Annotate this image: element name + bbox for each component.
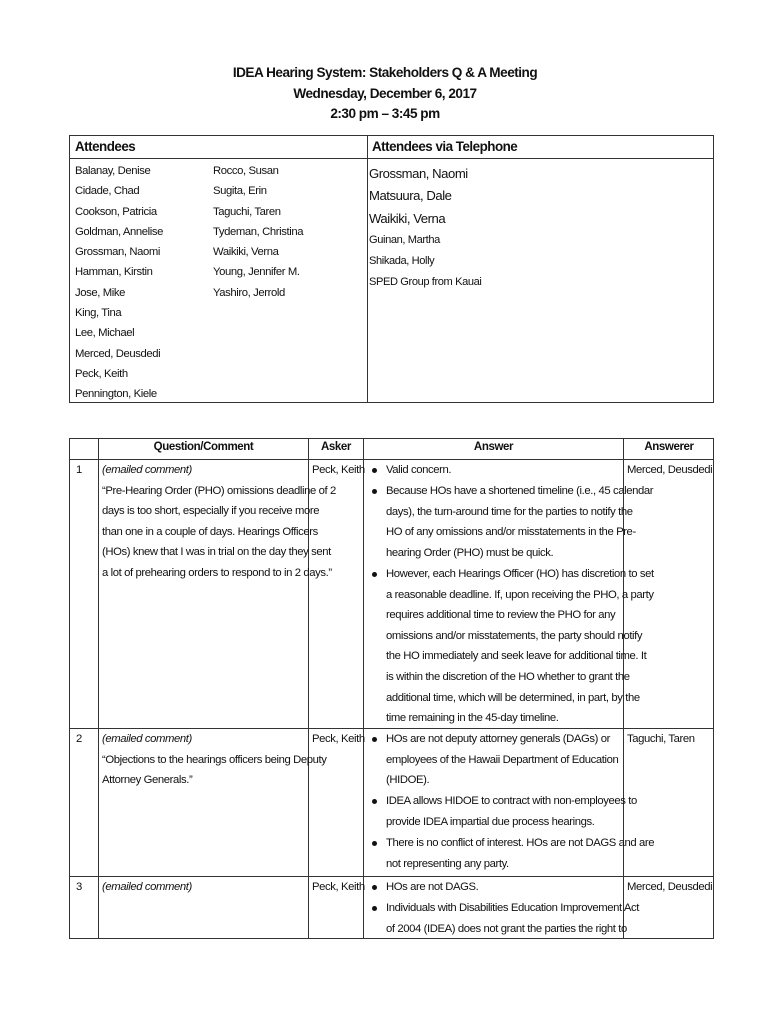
bullet-icon (372, 885, 377, 890)
answer-line: Because HOs have a shortened timeline (i.e., 45 calendar (386, 485, 654, 497)
question-line: “Pre-Hearing Order (PHO) omissions deadline of 2 (102, 484, 336, 497)
answer-line: HO of any omissions and/or misstatements in the Pre- (386, 526, 636, 539)
telephone-attendee: Shikada, Holly (369, 254, 435, 267)
answer-line: days), the turn-around time for the parties to notify the (386, 505, 633, 518)
answer-line: Valid concern. (386, 464, 452, 476)
attendee-name: Merced, Deusdedi (75, 347, 161, 360)
bullet-icon (372, 906, 377, 911)
row-number: 1 (76, 464, 82, 476)
answer-line: employees of the Hawaii Department of Education (386, 753, 619, 766)
attendee-name: King, Tina (75, 307, 122, 320)
header-answerer: Answerer (644, 441, 694, 453)
answer-line: HOs are not DAGS. (386, 881, 479, 893)
question-cell (102, 729, 326, 791)
telephone-attendee: Waikiki, Verna (369, 210, 446, 226)
question-line: a lot of prehearing orders to respond to in 2 days.” (102, 566, 332, 579)
attendees-column-2 (213, 161, 303, 303)
answerer-cell: Merced, Deusdedi (627, 464, 713, 476)
attendees-header: Attendees (75, 139, 136, 154)
meeting-date: Wednesday, December 6, 2017 (293, 85, 477, 101)
question-line: “Objections to the hearings officers being Deputy (102, 753, 327, 766)
bullet-icon (372, 489, 377, 494)
bullet-icon (372, 841, 377, 846)
answer-line: omissions and/or misstatements, the party should notify (386, 629, 643, 642)
meeting-time: 2:30 pm – 3:45 pm (330, 106, 440, 121)
attendee-name: Balanay, Denise (75, 165, 151, 177)
attendee-name: Hamman, Kirstin (75, 266, 153, 279)
document-title: IDEA Hearing System: Stakeholders Q & A Meeting (232, 65, 538, 80)
asker-cell: Peck, Keith (312, 733, 365, 745)
asker-cell: Peck, Keith (312, 464, 365, 476)
answer-line: additional time, which will be determined, in part, by the (386, 691, 640, 704)
header-answer: Answer (473, 441, 514, 453)
attendee-name: Goldman, Annelise (75, 225, 164, 238)
answer-line: is within the discretion of the HO whether to grant the (386, 670, 630, 683)
attendee-name: Jose, Mike (75, 286, 125, 299)
answer-line: not representing any party. (386, 857, 509, 870)
question-line: Attorney Generals.” (102, 774, 193, 787)
column-divider (363, 439, 364, 938)
attendee-name: Waikiki, Verna (213, 246, 279, 259)
attendee-name: Sugita, Erin (213, 185, 267, 198)
qa-table (69, 438, 714, 939)
telephone-attendee: Matsuura, Dale (369, 188, 452, 204)
answer-line: provide IDEA impartial due process hearings. (386, 815, 595, 828)
attendee-name: Cookson, Patricia (75, 205, 157, 218)
attendee-name: Lee, Michael (75, 327, 135, 340)
document-header (0, 63, 770, 125)
answer-line: HOs are not deputy attorney generals (DAGs) or (386, 733, 610, 745)
attendee-name: Yashiro, Jerrold (213, 286, 285, 299)
question-label: (emailed comment) (102, 733, 192, 745)
question-line: (HOs) knew that I was in trial on the day they sent (102, 546, 331, 559)
question-cell (102, 460, 336, 584)
bullet-icon (372, 737, 377, 742)
question-cell (102, 877, 192, 898)
bullet-icon (372, 468, 377, 473)
attendee-name: Rocco, Susan (213, 165, 279, 177)
answer-line: There is no conflict of interest. HOs are not DAGS and are (386, 837, 655, 849)
answer-line: a reasonable deadline. If, upon receiving the PHO, a party (386, 588, 654, 601)
attendee-name: Taguchi, Taren (213, 205, 281, 218)
telephone-attendee: Guinan, Martha (369, 234, 440, 247)
telephone-attendee: Grossman, Naomi (369, 166, 468, 181)
attendee-name: Cidade, Chad (75, 185, 140, 198)
attendee-name: Grossman, Naomi (75, 246, 161, 259)
telephone-attendees-list (369, 163, 481, 293)
answer-line: requires additional time to review the PHO for any (386, 609, 616, 622)
answer-line: time remaining in the 45-day timeline. (386, 712, 559, 725)
question-label: (emailed comment) (102, 464, 192, 476)
attendee-name: Tydeman, Christina (213, 225, 304, 238)
attendees-table (69, 135, 714, 403)
attendee-name: Young, Jennifer M. (213, 266, 300, 279)
question-line: than one in a couple of days. Hearings Officers (102, 525, 318, 538)
row-number: 2 (76, 733, 82, 745)
asker-cell: Peck, Keith (312, 881, 365, 893)
answer-line: the HO immediately and seek leave for additional time. It (386, 650, 647, 663)
bullet-icon (372, 799, 377, 804)
bullet-icon (372, 572, 377, 577)
telephone-header: Attendees via Telephone (372, 139, 518, 154)
column-divider (98, 439, 99, 938)
answer-line: However, each Hearings Officer (HO) has discretion to set (386, 568, 654, 580)
attendee-name: Peck, Keith (75, 367, 128, 380)
attendee-name: Pennington, Kiele (75, 388, 157, 401)
answerer-cell: Taguchi, Taren (627, 733, 695, 745)
answer-line: Individuals with Disabilities Education Improvement Act (386, 902, 640, 914)
question-line: days is too short, especially if you receive more (102, 505, 320, 518)
answerer-cell: Merced, Deusdedi (627, 881, 713, 893)
answer-line: (HIDOE). (386, 774, 430, 787)
row-number: 3 (76, 881, 82, 893)
telephone-attendee: SPED Group from Kauai (369, 275, 482, 288)
answer-line: of 2004 (IDEA) does not grant the parties the right to (386, 922, 627, 935)
answer-line: hearing Order (PHO) must be quick. (386, 546, 554, 559)
header-question: Question/Comment (153, 441, 254, 453)
attendees-column-1 (75, 161, 163, 405)
question-label: (emailed comment) (102, 881, 192, 893)
header-asker: Asker (321, 441, 351, 453)
answer-line: IDEA allows HIDOE to contract with non-employees to (386, 795, 637, 807)
attendees-divider (367, 136, 368, 402)
